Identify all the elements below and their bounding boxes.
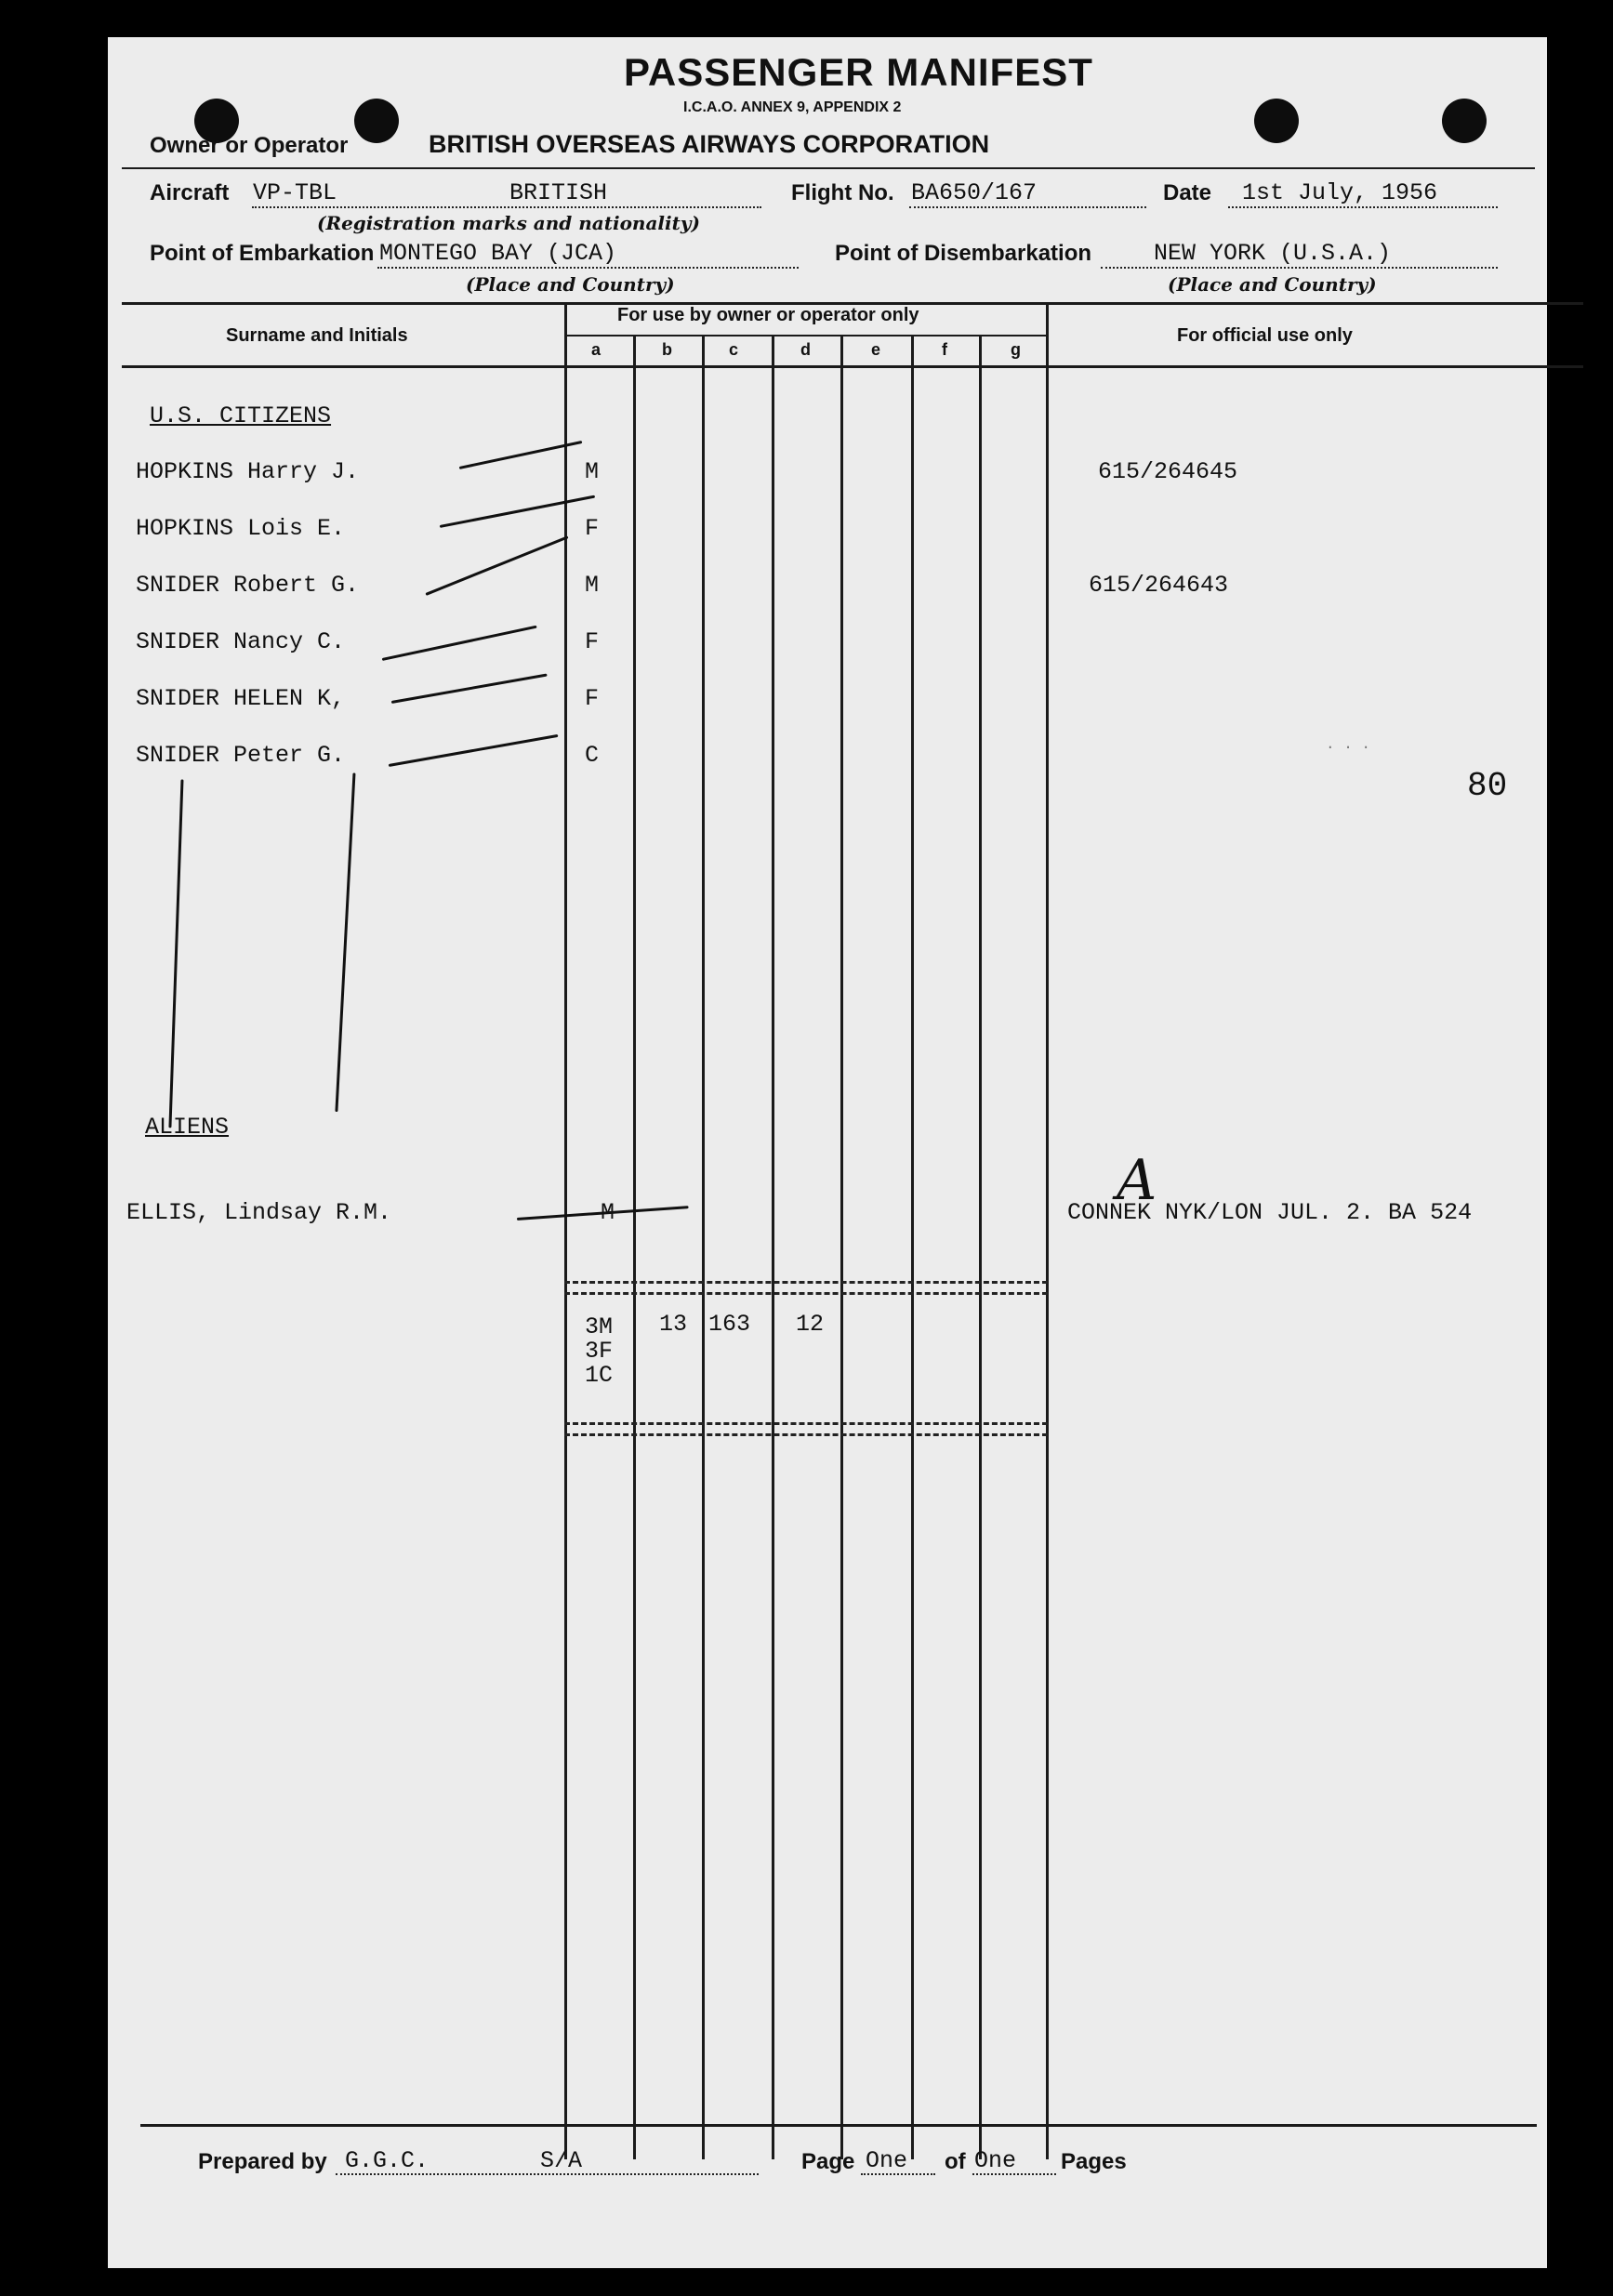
passenger-code: C (585, 742, 600, 769)
passenger-official: 615/264645 (1098, 458, 1238, 485)
owner-label: Owner or Operator (150, 133, 349, 158)
sub-column-d: d (800, 340, 811, 359)
flight-value: BA650/167 (911, 179, 1038, 206)
operator-subheader-rule (566, 335, 1048, 336)
embarkation-dotted-line (377, 267, 799, 269)
passenger-code: F (585, 515, 600, 542)
column-divider (772, 335, 774, 2159)
section-us-citizens: U.S. CITIZENS (150, 402, 332, 429)
handwritten-stroke (389, 734, 559, 767)
sub-column-g: g (1011, 340, 1021, 359)
page-title: PASSENGER MANIFEST (624, 50, 1093, 94)
passenger-code: F (585, 628, 600, 655)
table-header-bottom-rule (122, 365, 1583, 368)
disembarkation-label: Point of Disembarkation (835, 241, 1092, 266)
date-value: 1st July, 1956 (1242, 179, 1438, 206)
passenger-name: SNIDER HELEN K, (136, 685, 346, 712)
total-a-male: 3M (585, 1313, 614, 1340)
passenger-name: SNIDER Peter G. (136, 742, 346, 769)
aircraft-value: VP-TBL (253, 179, 337, 206)
of-label: of (945, 2149, 966, 2174)
embarkation-note: (Place and Country) (466, 273, 675, 296)
handwritten-stroke (382, 626, 537, 661)
passenger-name: SNIDER Robert G. (136, 572, 360, 599)
aircraft-label: Aircraft (150, 180, 230, 205)
totals-dashed-rule (564, 1281, 1048, 1284)
handwritten-stroke (440, 495, 595, 528)
passenger-official: 615/264643 (1089, 572, 1229, 599)
column-header-official: For official use only (1177, 325, 1353, 346)
total-b: 13 (659, 1311, 688, 1338)
punch-hole-icon (1442, 99, 1487, 143)
passenger-name: SNIDER Nancy C. (136, 628, 346, 655)
totals-dashed-rule (564, 1422, 1048, 1425)
owner-value: BRITISH OVERSEAS AIRWAYS CORPORATION (429, 130, 990, 158)
sub-column-f: f (942, 340, 947, 359)
sub-column-b: b (662, 340, 672, 359)
alien-official: CONNEK NYK/LON JUL. 2. BA 524 (1067, 1199, 1473, 1226)
registration-note: (Registration marks and nationality) (317, 212, 700, 234)
prepared-extra: S/A (540, 2147, 583, 2174)
page-label: Page (801, 2149, 855, 2174)
column-divider (840, 335, 843, 2159)
handwritten-stroke (391, 674, 548, 704)
prepared-value: G.G.C. (345, 2147, 430, 2174)
total-d: 12 (796, 1311, 825, 1338)
pages-label: Pages (1061, 2149, 1127, 2174)
handwritten-bracket (335, 772, 355, 1112)
date-label: Date (1163, 180, 1212, 205)
punch-hole-icon (354, 99, 399, 143)
disembarkation-note: (Place and Country) (1168, 273, 1377, 296)
flight-dotted-line (909, 206, 1146, 208)
handwritten-bracket (168, 779, 183, 1128)
prepared-label: Prepared by (198, 2149, 327, 2174)
total-a-female: 3F (585, 1338, 614, 1365)
date-dotted-line (1228, 206, 1498, 208)
embarkation-value: MONTEGO BAY (JCA) (379, 240, 617, 267)
column-divider (979, 335, 982, 2159)
punch-hole-icon (1254, 99, 1299, 143)
page-value: One (866, 2147, 908, 2174)
margin-number: 80 (1467, 767, 1508, 805)
totals-dashed-rule (564, 1292, 1048, 1295)
column-header-operator: For use by owner or operator only (617, 305, 919, 325)
passenger-code: M (585, 572, 600, 599)
page-subtitle: I.C.A.O. ANNEX 9, APPENDIX 2 (683, 99, 902, 115)
divider (122, 167, 1535, 169)
sub-column-c: c (729, 340, 739, 359)
column-divider (1046, 302, 1049, 2159)
manifest-page (108, 37, 1547, 2268)
passenger-name: HOPKINS Lois E. (136, 515, 346, 542)
alien-name: ELLIS, Lindsay R.M. (126, 1199, 392, 1226)
flight-label: Flight No. (791, 180, 894, 205)
of-value: One (974, 2147, 1017, 2174)
sub-column-a: a (591, 340, 602, 359)
total-c: 163 (708, 1311, 751, 1338)
total-a-child: 1C (585, 1362, 614, 1389)
column-divider (911, 335, 914, 2159)
passenger-code: M (585, 458, 600, 485)
disembarkation-value: NEW YORK (U.S.A.) (1154, 240, 1392, 267)
aircraft-dotted-line (252, 206, 761, 208)
faint-marks: · · · (1326, 739, 1371, 756)
column-divider (702, 335, 705, 2159)
totals-dashed-rule (564, 1433, 1048, 1436)
disembarkation-dotted-line (1101, 267, 1498, 269)
sub-column-e: e (871, 340, 881, 359)
column-divider (633, 335, 636, 2159)
column-header-name: Surname and Initials (226, 325, 408, 346)
embarkation-label: Point of Embarkation (150, 241, 375, 266)
footer-rule (140, 2124, 1537, 2127)
nationality-value: BRITISH (509, 179, 608, 206)
column-divider (564, 302, 567, 2159)
section-aliens: ALIENS (145, 1114, 230, 1141)
handwritten-initial: A (1117, 1148, 1157, 1213)
handwritten-stroke (425, 535, 568, 596)
passenger-name: HOPKINS Harry J. (136, 458, 360, 485)
passenger-code: F (585, 685, 600, 712)
